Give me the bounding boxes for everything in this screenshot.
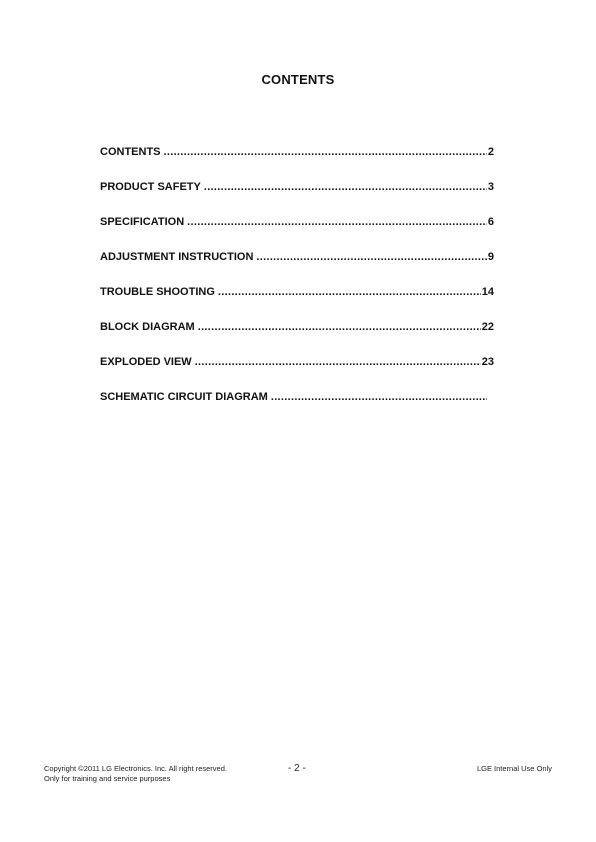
toc-entry-label: SCHEMATIC CIRCUIT DIAGRAM	[100, 391, 268, 403]
toc-entry-page: 3	[487, 181, 494, 193]
toc-entry-page: 23	[481, 356, 494, 368]
footer-purpose-line: Only for training and service purposes	[44, 774, 171, 783]
toc-entry-label: PRODUCT SAFETY	[100, 181, 201, 193]
toc-leader-dots	[256, 251, 486, 263]
toc-entry-page: 22	[481, 321, 494, 333]
toc-entry-page: 2	[487, 146, 494, 158]
toc-leader-dots	[204, 181, 487, 193]
toc-leader-dots	[164, 146, 487, 158]
toc-entry-trouble-shooting[interactable]	[100, 286, 494, 321]
toc-leader-dots	[187, 216, 487, 228]
toc-entry-label: TROUBLE SHOOTING	[100, 286, 215, 298]
toc-entry-label: CONTENTS	[100, 146, 161, 158]
table-of-contents	[100, 146, 494, 426]
toc-entry-label: BLOCK DIAGRAM	[100, 321, 195, 333]
toc-entry-block-diagram[interactable]	[100, 321, 494, 356]
toc-entry-label: SPECIFICATION	[100, 216, 185, 228]
toc-leader-dots	[198, 321, 481, 333]
toc-leader-dots	[271, 391, 487, 403]
toc-entry-page: 14	[481, 286, 494, 298]
toc-entry-label: ADJUSTMENT INSTRUCTION	[100, 251, 254, 263]
toc-entry-exploded-view[interactable]	[100, 356, 494, 391]
footer-copyright-line: Copyright ©2011 LG Electronics. Inc. All right reserved.	[44, 764, 227, 773]
footer-internal-use: LGE Internal Use Only	[476, 764, 552, 773]
toc-entry-product-safety[interactable]	[100, 181, 494, 216]
toc-leader-dots	[195, 356, 481, 368]
toc-entry-adjustment-instruction[interactable]	[100, 251, 494, 286]
toc-entry-contents[interactable]	[100, 146, 494, 181]
toc-entry-label: EXPLODED VIEW	[100, 356, 192, 368]
footer-copyright	[44, 764, 264, 784]
toc-entry-schematic-circuit-diagram[interactable]	[100, 391, 494, 426]
toc-leader-dots	[218, 286, 481, 298]
toc-entry-page: 9	[487, 251, 494, 263]
toc-entry-page: 6	[487, 216, 494, 228]
toc-entry-specification[interactable]	[100, 216, 494, 251]
footer-page-number: - 2 -	[288, 763, 306, 774]
page-title: CONTENTS	[261, 72, 335, 87]
